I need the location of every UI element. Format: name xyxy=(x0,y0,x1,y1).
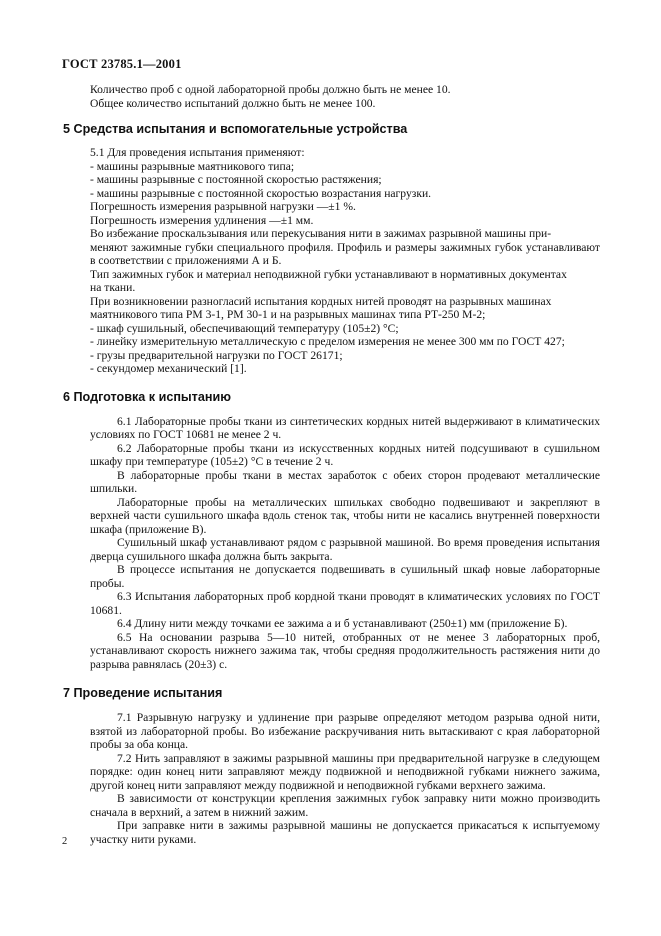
paragraph-continuation: меняют зажимные губки специального профиля. Профиль и размеры зажимных губок устанавливают в соответствии с приложениями А и Б. xyxy=(90,240,600,267)
paragraph: 6.1 Лабораторные пробы ткани из синтетических кордных нитей выдерживают в климатических условиях по ГОСТ 10681 не менее 2 ч. xyxy=(90,414,600,441)
intro-line: Общее количество испытаний должно быть не менее 100. xyxy=(90,96,376,110)
list-line: - линейку измерительную металлическую с пределом измерения не менее 300 мм по ГОСТ 427; xyxy=(90,335,565,348)
list-line: - машины разрывные с постоянной скоростью возрастания нагрузки. xyxy=(90,186,432,200)
paragraph-first-line: Тип зажимных губок и материал неподвижной губки устанавливают в нормативных документах xyxy=(90,267,567,281)
list-line: - грузы предварительной нагрузки по ГОСТ 26171; xyxy=(90,348,343,362)
list-line: - машины разрывные маятникового типа; xyxy=(90,159,295,173)
paragraph: При заправке нити в зажимы разрывной машины не допускается прикасаться к испытуемому участку нити руками. xyxy=(90,819,600,846)
list-line: - машины разрывные с постоянной скоростью растяжения; xyxy=(90,173,382,186)
paragraph: 6.5 На основании разрыва 5—10 нитей, отобранных от не менее 3 лабораторных проб, устанавливают скорость нижнего зажима так, чтобы средняя продолжительность растяжения нити до разрыва равнялась (20±3) с. xyxy=(90,630,600,671)
paragraph: Сушильный шкаф устанавливают рядом с разрывной машиной. Во время проведения испытания дверца сушильного шкафа должна быть закрыта. xyxy=(90,536,600,563)
paragraph: Лабораторные пробы на металлических шпильках свободно подвешивают и закрепляют в верхней части сушильного шкафа вдоль стенок так, чтобы нити не касались внутренней поверхности шкафа (приложение В). xyxy=(90,495,600,536)
list-line: - шкаф сушильный, обеспечивающий температуру (105±2) °С; xyxy=(90,321,399,335)
paragraph: 7.2 Нить заправляют в зажимы разрывной машины при предварительной нагрузке в следующем порядке: один конец нити заправляют между подвижной и неподвижной губками нижнего зажима, другой конец нити заправляют между подвижной и неподвижной губками верхнего зажима. xyxy=(90,751,600,792)
paragraph: 7.1 Разрывную нагрузку и удлинение при разрыве определяют методом разрыва одной нити, взятой из лабораторной пробы. Во избежание раскручивания нить вытаскивают с края лабораторной пробы за оба конца. xyxy=(90,711,600,751)
paragraph-first-line: При возникновении разногласий испытания кордных нитей проводят на разрывных машинах xyxy=(90,294,552,308)
paragraph: 6.3 Испытания лабораторных проб кордной ткани проводят в климатических условиях по ГОСТ 10681. xyxy=(90,590,600,617)
section-6-heading: 6 Подготовка к испытанию xyxy=(63,389,231,404)
section-5-heading: 5 Средства испытания и вспомогательные устройства xyxy=(63,122,408,136)
list-line: Погрешность измерения разрывной нагрузки —±1 %. xyxy=(90,200,356,213)
paragraph-continuation: на ткани. xyxy=(90,281,136,294)
paragraph: В зависимости от конструкции крепления зажимных губок заправку нити можно производить сначала в верхний, а затем в нижний зажим. xyxy=(90,792,600,819)
paragraph: В процессе испытания не допускается подвешивать в сушильный шкаф новые лабораторные пробы. xyxy=(90,563,600,590)
page-number: 2 xyxy=(62,836,68,847)
list-line: 5.1 Для проведения испытания применяют: xyxy=(90,146,305,159)
list-line: - секундомер механический [1]. xyxy=(90,362,247,375)
paragraph-continuation: маятникового типа РМ 3-1, РМ 30-1 и на разрывных машинах типа РТ-250 М-2; xyxy=(90,308,486,321)
running-header: ГОСТ 23785.1—2001 xyxy=(62,57,182,71)
section-7-heading: 7 Проведение испытания xyxy=(63,686,223,700)
paragraph-first-line: Во избежание проскальзывания или перекусывания нити в зажимах разрывной машины при- xyxy=(90,227,552,240)
paragraph: В лабораторные пробы ткани в местах заработок с обеих сторон продевают металлические шпильки. xyxy=(90,468,600,495)
list-line: Погрешность измерения удлинения —±1 мм. xyxy=(90,213,314,227)
intro-line: Количество проб с одной лабораторной пробы должно быть не менее 10. xyxy=(90,83,451,96)
paragraph: 6.4 Длину нити между точками ее зажима а и б устанавливают (250±1) мм (приложение Б). xyxy=(117,617,568,630)
paragraph: 6.2 Лабораторные пробы ткани из искусственных кордных нитей подсушивают в сушильном шкафу при температуре (105±2) °С в течение 2 ч. xyxy=(90,441,600,468)
page-content xyxy=(63,83,600,846)
